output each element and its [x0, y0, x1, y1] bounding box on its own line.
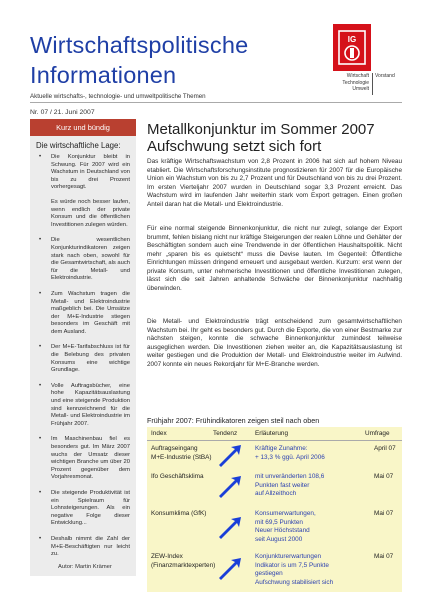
row-name: [151, 510, 206, 519]
row-expl-line: auf Allzeithoch: [255, 490, 297, 497]
article-paragraph: Die Metall- und Elektroindustrie trägt entscheidend zum gesamtwirtschaftlichen Wachstum bei. Ihr geht es besonders gut. Durch die Exporte, die von einer Bestmarke zur nächsten steigen, konnte die schwache Binnenkonjunktur zumindest teilweise ausgeglichen werden. Die Investitionen ziehen weiter an, die Kapazitätsauslastung ist weiter gestiegen und die Produktion der Metall- und Elektroindustrie weiter im Aufwind. 2007 konnte ein neues Rekordjahr für M+E-Branche werden.: [147, 318, 402, 368]
issue-number: Nr. 07 / 21. Juni 2007: [30, 109, 95, 116]
article-title: [147, 121, 375, 155]
logo-emblem-icon: [338, 30, 366, 65]
row-expl-line: seit August 2000: [255, 535, 303, 543]
row-expl-line: Konsumerwartungen,: [255, 510, 316, 517]
logo-divider: [372, 73, 373, 95]
row-name-line: M+E-Industrie (StBA): [151, 453, 212, 461]
row-name: [151, 473, 204, 482]
publication-subtitle: Aktuelle wirtschafts-, technologie- und umweltpolitische Themen: [30, 93, 206, 100]
col-header-survey: Umfrage: [365, 430, 390, 437]
list-item: [36, 383, 130, 429]
col-header-index: Index: [151, 430, 167, 437]
title-line2: Informationen: [30, 62, 177, 88]
indicator-caption: Frühjahr 2007: Frühindikatoren zeigen steil nach oben: [147, 416, 320, 425]
list-item: [36, 344, 130, 374]
logo-dept-line: Wirtschaft: [346, 73, 369, 79]
article-paragraph: Für eine normal steigende Binnenkonjunktur, die nicht nur zulegt, solange der Export brummt, fehlen bislang nicht nur kräftige Steigerungen der realen Löhne und Gehälter der Beschäftigten sondern auch eine Trendwende in der öffentlichen Haushaltspolitik. Nicht mehr „sparen bis es quietscht“ muss die Devise lauten. Im Gegenteil: Öffentliche Einrichtungen müssen dringend erneuert und ausgebaut werden. Kurzum: erst wenn der private Konsum, unter nehmerische Investitionen und öffentliche Investitionen zulegen, lässt sich die seit Jahren anhaltende Schwäche der Binnenkonjunktur nachhaltig überwinden.: [147, 225, 402, 292]
row-expl-line: Kräftige Zunahme:: [255, 445, 308, 452]
article-paragraph: Das kräftige Wirtschaftswachstum von 2,8 Prozent in 2006 hat sich auf hohem Niveau etabliert. Die Wirtschaftsforschungsinstitute prognostizieren für 2007 für die Europäische Union ein Wachstum von bis zu 2,7 Prozent und für Deutschland von bis zu drei Prozent. Im ersten Vierteljahr 2007 wurden in Deutschland sogar 3,3 Prozent erreicht. Das Wachstum wird im laufenden Jahr weiterhin stark vom Export getragen. Einen großen Anteil daran hat die Metall- und Elektroindustrie.: [147, 158, 402, 208]
row-expl-line: Neuer Höchststand: [255, 527, 310, 534]
article-title-line1: Metallkonjunktur im Sommer 2007: [147, 121, 375, 138]
logo-department: [317, 73, 369, 93]
trend-up-arrow-icon: [217, 515, 243, 541]
row-expl-line: mit 69,5 Punkten: [255, 518, 303, 526]
row-explanation: [255, 553, 333, 587]
col-header-explanation: Erläuterung: [255, 430, 289, 437]
row-expl-line: + 13,3 % ggü. April 2006: [255, 453, 325, 461]
list-item: [36, 536, 130, 559]
row-date: Mai 07: [374, 473, 394, 480]
trend-up-arrow-icon: [217, 445, 243, 467]
row-expl-line: Aufschwung stabilisiert sich: [255, 578, 334, 586]
list-item-text: Volle Auftragsbücher, eine hohe Kapazitätsauslastung und eine steigende Produktion sind kennzeichnend für die Metall- und Elektroindustrie im Frühjahr 2007.: [51, 382, 130, 427]
bullet-icon: •: [39, 344, 42, 351]
list-item-text: Zum Wachstum tragen die Metall- und Elektroindustrie maßgeblich bei. Die Umsätze der M+E-Industrie stiegen besonders im Geschäft mit dem Ausland.: [51, 290, 130, 335]
summary-sidebar: [30, 119, 136, 576]
list-item-text: Der M+E-Tarifabschluss ist für die Belebung des privaten Konsums eine wichtige Grundlage.: [51, 344, 130, 374]
publication-title: [30, 30, 248, 90]
row-date: April 07: [374, 445, 396, 452]
row-explanation: [255, 510, 316, 544]
bullet-icon: •: [39, 154, 42, 160]
logo-dept-line: Technologie: [342, 79, 369, 86]
author-credit: Autor: Martin Krämer: [58, 563, 112, 570]
list-item: [36, 490, 130, 528]
header-rule: [147, 440, 402, 441]
arrow-shape: [219, 445, 241, 467]
title-line1: Wirtschaftspolitische: [30, 32, 249, 58]
bullet-icon: •: [39, 489, 42, 496]
row-name-line: Konsumklima (GfK): [151, 510, 207, 517]
trend-up-arrow-icon: [217, 555, 243, 583]
list-item: [36, 436, 130, 482]
row-date: Mai 07: [374, 510, 394, 517]
trend-up-arrow-icon: [217, 475, 243, 499]
arrow-shape: [219, 476, 241, 498]
header-divider: [30, 102, 402, 103]
list-item-text: Die Konjunktur bleibt in Schwung. Für 2007 wird ein Wachstum in Deutschland von bis zu drei Prozent vorhergesagt.: [51, 154, 130, 191]
col-header-trend: Tendenz: [213, 430, 238, 437]
list-item: [36, 154, 130, 229]
row-expl-line: gestiegen: [255, 570, 283, 577]
article-title-line2: Aufschwung setzt sich fort: [147, 138, 322, 155]
list-item: [36, 291, 130, 337]
row-name: [151, 445, 212, 462]
logo-board: Vorstand: [375, 73, 395, 79]
bullet-icon: •: [39, 237, 42, 244]
list-item: [36, 237, 130, 283]
bullet-icon: •: [39, 535, 42, 542]
row-expl-line: Konjunkturerwartungen: [255, 553, 322, 560]
list-item-text: Die steigende Produktivität ist ein Spielraum für Lohnsteigerungen. Als ein negative Folge dieser Entwicklung...: [51, 489, 130, 527]
row-name-line: (Finanzmarktexperten): [151, 561, 216, 569]
svg-text:IG: IG: [347, 35, 357, 44]
arrow-shape: [219, 558, 241, 580]
sidebar-heading: Kurz und bündig: [30, 119, 136, 136]
summary-list: [30, 150, 136, 559]
row-explanation: [255, 445, 325, 462]
row-date: Mai 07: [374, 553, 394, 560]
bullet-icon: •: [39, 436, 42, 443]
list-item-text: Deshalb nimmt die Zahl der M+E-Beschäftigten nur leicht zu.: [51, 535, 130, 558]
row-name-line: Auftragseingang: [151, 445, 198, 452]
igmetall-logo-icon: [333, 24, 371, 71]
row-explanation: [255, 473, 324, 499]
row-expl-line: mit unveränderten 108,6: [255, 473, 325, 480]
bullet-icon: •: [39, 382, 42, 389]
indicator-table: [147, 427, 402, 592]
arrow-shape: [219, 517, 241, 539]
sidebar-subheading: Die wirtschaftliche Lage:: [36, 141, 121, 150]
bullet-icon: •: [39, 290, 42, 297]
row-expl-line: Indikator is um 7,5 Punkte: [255, 561, 329, 569]
logo-dept-line: Umwelt: [352, 86, 369, 92]
list-item-text: Die wesentlichen Konjunkturindikatoren zeigen stark nach oben, sowohl für die Gesamtwirtschaft, als auch für die Metall- und Elektroindustrie.: [51, 237, 130, 282]
row-name: [151, 553, 215, 570]
row-name-line: ZEW-Index: [151, 553, 183, 560]
list-item-extra: Es würde noch besser laufen, wenn endlich der private Konsum und die öffentlichen Investitionen zulegen würden.: [51, 198, 130, 228]
row-name-line: Ifo Geschäftsklima: [151, 473, 204, 480]
list-item-text: Im Maschinenbau fiel es besonders gut. Im März 2007 wuchs der Umsatz dieser wichtigen Branche um über 20 Prozent gegenüber dem Vorjahresmonat.: [51, 436, 130, 481]
row-expl-line: Punkten fast weiter: [255, 481, 310, 489]
